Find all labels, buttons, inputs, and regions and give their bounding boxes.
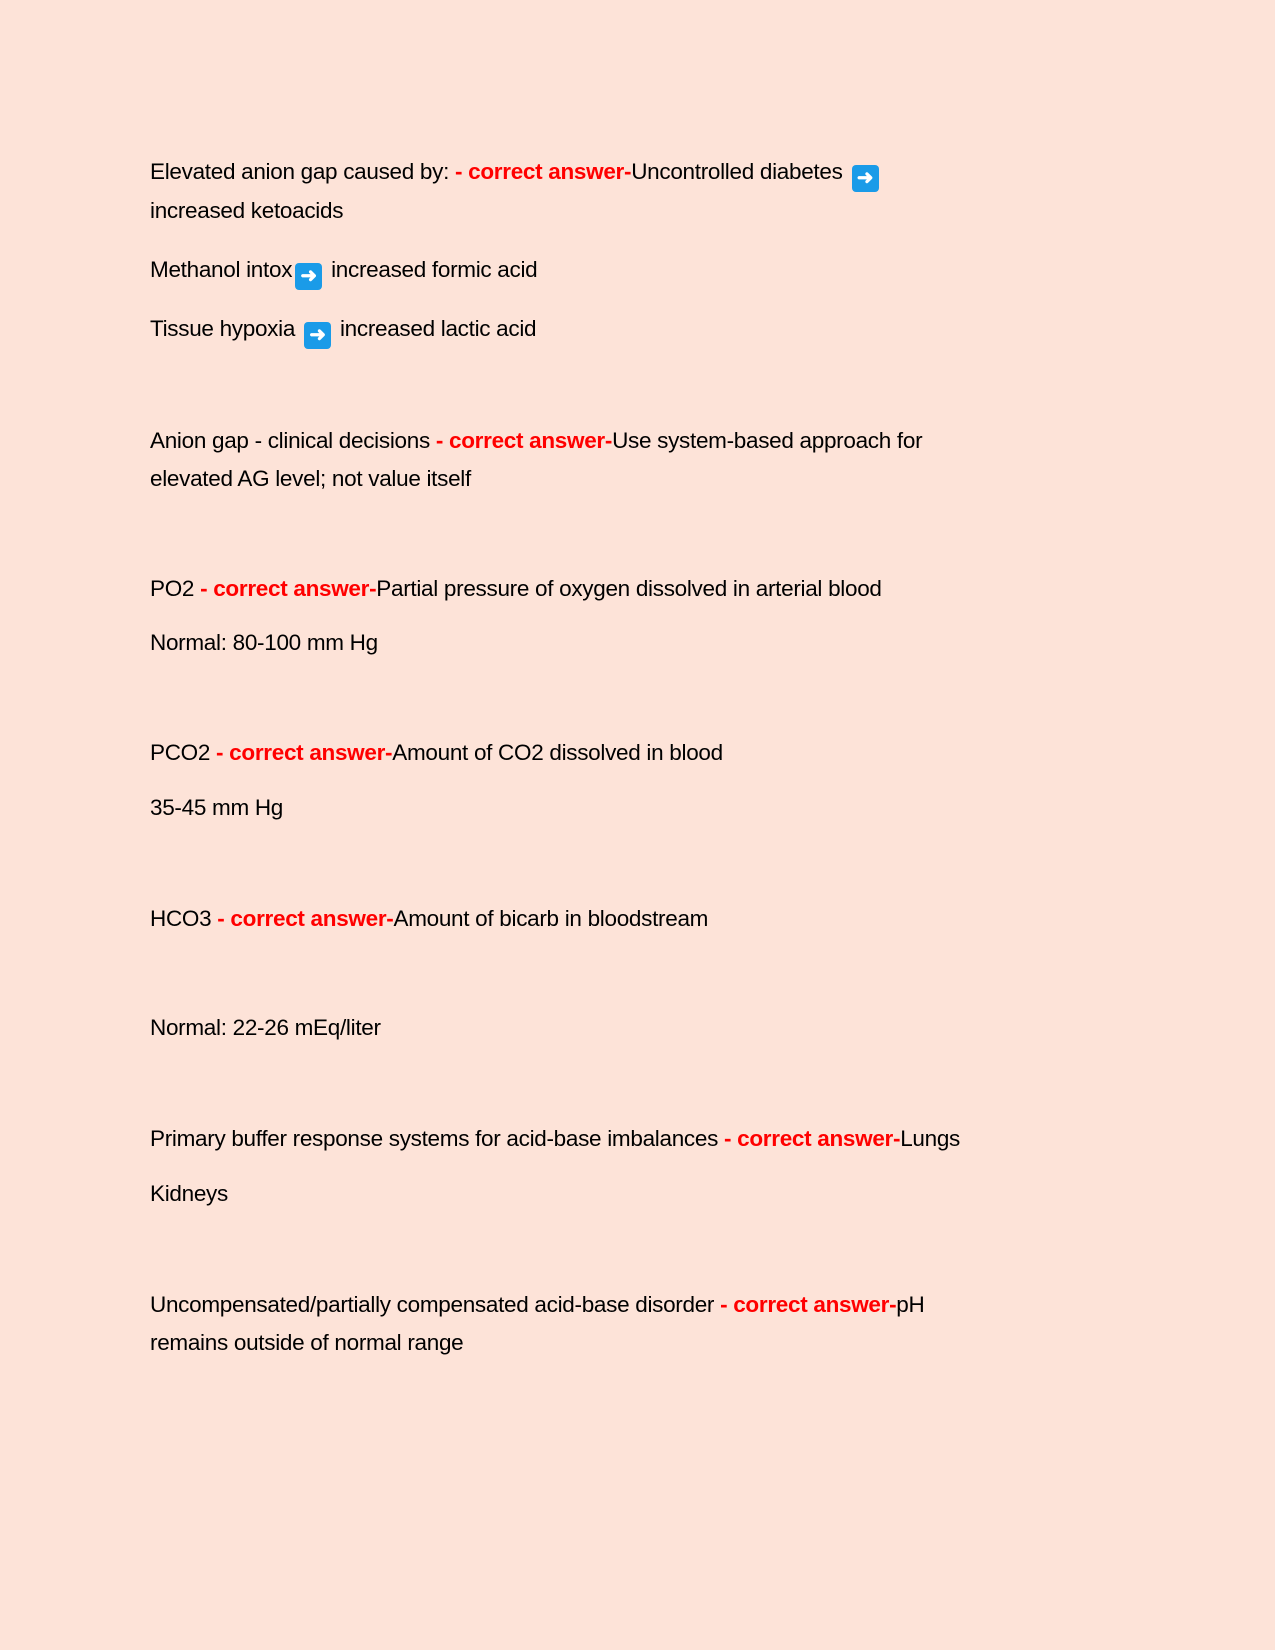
answer-cont: Normal: 22-26 mEq/liter — [150, 1015, 381, 1040]
answer: Use system-based approach for — [612, 428, 923, 453]
answer: Uncontrolled diabetes — [631, 159, 849, 184]
correct-answer-label: - correct answer- — [723, 1126, 901, 1151]
card-line — [150, 315, 536, 349]
answer-cont: Normal: 80-100 mm Hg — [150, 630, 378, 655]
answer-line: Tissue hypoxia — [150, 316, 301, 341]
answer: Amount of bicarb in bloodstream — [393, 906, 709, 931]
answer: Lungs — [900, 1126, 961, 1151]
card-line — [150, 256, 537, 290]
answer-cont: 35-45 mm Hg — [150, 795, 283, 820]
correct-answer-label: - correct answer- — [454, 159, 632, 184]
right-arrow-icon: ➜ — [852, 165, 879, 192]
card-line — [150, 739, 723, 767]
answer: pH — [896, 1292, 925, 1317]
answer: Amount of CO2 dissolved in blood — [392, 740, 723, 765]
right-arrow-icon: ➜ — [295, 263, 322, 290]
card-line — [150, 905, 708, 933]
question: Anion gap - clinical decisions — [150, 428, 436, 453]
card-line — [150, 1125, 960, 1153]
question: Uncompensated/partially compensated acid-base disorder — [150, 1292, 721, 1317]
correct-answer-label: - correct answer- — [720, 1292, 897, 1317]
answer-cont: Kidneys — [150, 1181, 228, 1206]
correct-answer-label: - correct answer- — [217, 906, 394, 931]
card-line — [150, 1014, 381, 1042]
question: PO2 — [150, 576, 201, 601]
right-arrow-icon: ➜ — [304, 322, 331, 349]
correct-answer-label: - correct answer- — [435, 428, 613, 453]
card-line — [150, 629, 378, 657]
card-line — [150, 197, 343, 225]
correct-answer-label: - correct answer- — [216, 740, 393, 765]
question: PCO2 — [150, 740, 217, 765]
card-line — [150, 794, 283, 822]
answer: Partial pressure of oxygen dissolved in arterial blood — [376, 576, 882, 601]
answer-line: Methanol intox — [150, 257, 293, 282]
question: Primary buffer response systems for acid-base imbalances — [150, 1126, 724, 1151]
card-line — [150, 1180, 228, 1208]
answer-cont: increased ketoacids — [150, 198, 344, 223]
card-line — [150, 465, 471, 493]
answer-cont: remains outside of normal range — [150, 1330, 464, 1355]
answer-line: increased formic acid — [325, 257, 538, 282]
card-line — [150, 158, 882, 192]
card-line — [150, 575, 882, 603]
question: Elevated anion gap caused by: — [150, 159, 455, 184]
card-line — [150, 1291, 924, 1319]
answer-cont: elevated AG level; not value itself — [150, 466, 471, 491]
correct-answer-label: - correct answer- — [200, 576, 377, 601]
card-line — [150, 427, 922, 455]
question: HCO3 — [150, 906, 218, 931]
card-line — [150, 1329, 463, 1357]
answer-line: increased lactic acid — [334, 316, 537, 341]
